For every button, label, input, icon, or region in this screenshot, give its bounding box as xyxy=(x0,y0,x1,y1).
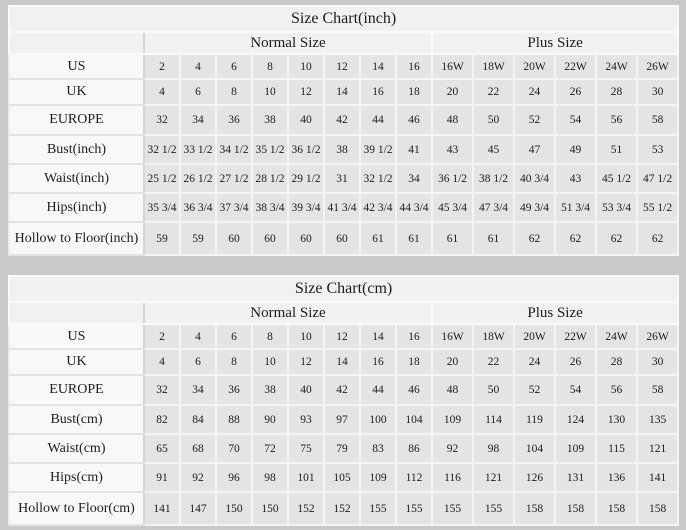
table-row xyxy=(9,79,678,105)
size-value-cell: 14 xyxy=(324,79,360,105)
size-value-cell: 16 xyxy=(396,54,432,79)
table-row xyxy=(9,105,678,135)
size-value-cell: 112 xyxy=(396,463,432,492)
size-value-cell: 100 xyxy=(360,405,396,434)
size-value-cell: 36 1/2 xyxy=(432,164,473,193)
row-label: Waist(inch) xyxy=(9,164,144,193)
row-label: Hollow to Floor(inch) xyxy=(9,222,144,255)
size-value-cell: 121 xyxy=(473,463,514,492)
row-label: EUROPE xyxy=(9,105,144,135)
size-value-cell: 51 3/4 xyxy=(555,193,596,222)
size-value-cell: 105 xyxy=(324,463,360,492)
size-value-cell: 22W xyxy=(555,324,596,349)
size-value-cell: 49 xyxy=(555,135,596,164)
size-value-cell: 16 xyxy=(396,324,432,349)
size-value-cell: 86 xyxy=(396,434,432,463)
size-value-cell: 2 xyxy=(144,54,180,79)
size-value-cell: 30 xyxy=(637,79,678,105)
size-value-cell: 14 xyxy=(324,349,360,375)
size-value-cell: 29 1/2 xyxy=(288,164,324,193)
size-value-cell: 56 xyxy=(596,375,637,405)
size-value-cell: 141 xyxy=(144,492,180,525)
size-value-cell: 8 xyxy=(252,54,288,79)
size-value-cell: 34 1/2 xyxy=(216,135,252,164)
row-label: Hips(cm) xyxy=(9,463,144,492)
size-value-cell: 42 xyxy=(324,105,360,135)
size-value-cell: 60 xyxy=(216,222,252,255)
size-value-cell: 38 xyxy=(324,135,360,164)
size-value-cell: 59 xyxy=(144,222,180,255)
size-value-cell: 32 1/2 xyxy=(144,135,180,164)
size-value-cell: 16W xyxy=(432,324,473,349)
size-value-cell: 68 xyxy=(180,434,216,463)
size-value-cell: 53 xyxy=(637,135,678,164)
size-value-cell: 101 xyxy=(288,463,324,492)
size-value-cell: 4 xyxy=(180,54,216,79)
size-value-cell: 91 xyxy=(144,463,180,492)
size-value-cell: 26W xyxy=(637,54,678,79)
table-row xyxy=(9,222,678,255)
table-row xyxy=(9,375,678,405)
size-value-cell: 8 xyxy=(252,324,288,349)
size-value-cell: 152 xyxy=(288,492,324,525)
size-value-cell: 126 xyxy=(514,463,555,492)
size-value-cell: 47 3/4 xyxy=(473,193,514,222)
table-row xyxy=(9,54,678,79)
size-value-cell: 54 xyxy=(555,105,596,135)
row-label: Bust(cm) xyxy=(9,405,144,434)
plus-size-header: Plus Size xyxy=(432,302,678,324)
size-value-cell: 83 xyxy=(360,434,396,463)
size-value-cell: 32 xyxy=(144,375,180,405)
size-value-cell: 43 xyxy=(432,135,473,164)
size-value-cell: 109 xyxy=(432,405,473,434)
size-value-cell: 22 xyxy=(473,349,514,375)
size-value-cell: 42 xyxy=(324,375,360,405)
size-value-cell: 34 xyxy=(180,375,216,405)
size-value-cell: 32 xyxy=(144,105,180,135)
size-value-cell: 121 xyxy=(637,434,678,463)
size-value-cell: 84 xyxy=(180,405,216,434)
size-value-cell: 36 xyxy=(216,375,252,405)
size-value-cell: 60 xyxy=(324,222,360,255)
size-value-cell: 36 xyxy=(216,105,252,135)
size-value-cell: 93 xyxy=(288,405,324,434)
size-value-cell: 58 xyxy=(637,375,678,405)
size-value-cell: 92 xyxy=(180,463,216,492)
size-chart-cm-table xyxy=(8,275,679,526)
size-value-cell: 18 xyxy=(396,79,432,105)
row-label: US xyxy=(9,54,144,79)
size-value-cell: 20 xyxy=(432,349,473,375)
size-value-cell: 38 xyxy=(252,105,288,135)
size-value-cell: 82 xyxy=(144,405,180,434)
table-row xyxy=(9,405,678,434)
size-value-cell: 2 xyxy=(144,324,180,349)
table-row xyxy=(9,164,678,193)
size-value-cell: 38 xyxy=(252,375,288,405)
size-value-cell: 49 3/4 xyxy=(514,193,555,222)
size-value-cell: 35 1/2 xyxy=(252,135,288,164)
size-value-cell: 44 xyxy=(360,105,396,135)
size-value-cell: 54 xyxy=(555,375,596,405)
size-value-cell: 8 xyxy=(216,349,252,375)
table-title: Size Chart(cm) xyxy=(9,276,678,302)
size-value-cell: 26W xyxy=(637,324,678,349)
size-value-cell: 43 xyxy=(555,164,596,193)
size-value-cell: 24 xyxy=(514,79,555,105)
size-value-cell: 152 xyxy=(324,492,360,525)
size-value-cell: 24W xyxy=(596,54,637,79)
size-value-cell: 98 xyxy=(252,463,288,492)
size-value-cell: 61 xyxy=(432,222,473,255)
row-label: UK xyxy=(9,79,144,105)
size-value-cell: 22W xyxy=(555,54,596,79)
size-value-cell: 34 xyxy=(396,164,432,193)
size-value-cell: 35 3/4 xyxy=(144,193,180,222)
size-value-cell: 158 xyxy=(637,492,678,525)
size-value-cell: 155 xyxy=(396,492,432,525)
size-value-cell: 104 xyxy=(514,434,555,463)
size-value-cell: 12 xyxy=(288,349,324,375)
size-value-cell: 28 xyxy=(596,79,637,105)
size-value-cell: 136 xyxy=(596,463,637,492)
size-value-cell: 53 3/4 xyxy=(596,193,637,222)
size-value-cell: 41 3/4 xyxy=(324,193,360,222)
size-value-cell: 32 1/2 xyxy=(360,164,396,193)
table-row xyxy=(9,463,678,492)
size-value-cell: 38 3/4 xyxy=(252,193,288,222)
table-row xyxy=(9,349,678,375)
size-value-cell: 28 1/2 xyxy=(252,164,288,193)
size-value-cell: 20W xyxy=(514,324,555,349)
size-value-cell: 61 xyxy=(360,222,396,255)
size-value-cell: 59 xyxy=(180,222,216,255)
row-label: Hollow to Floor(cm) xyxy=(9,492,144,525)
size-value-cell: 50 xyxy=(473,105,514,135)
size-value-cell: 39 1/2 xyxy=(360,135,396,164)
row-label: UK xyxy=(9,349,144,375)
table-row xyxy=(9,324,678,349)
size-chart-inch-table xyxy=(8,5,679,256)
size-value-cell: 34 xyxy=(180,105,216,135)
size-value-cell: 155 xyxy=(473,492,514,525)
size-value-cell: 75 xyxy=(288,434,324,463)
size-value-cell: 12 xyxy=(324,54,360,79)
size-value-cell: 97 xyxy=(324,405,360,434)
size-value-cell: 62 xyxy=(514,222,555,255)
size-value-cell: 6 xyxy=(180,79,216,105)
size-value-cell: 109 xyxy=(555,434,596,463)
size-value-cell: 79 xyxy=(324,434,360,463)
size-value-cell: 116 xyxy=(432,463,473,492)
size-value-cell: 41 xyxy=(396,135,432,164)
size-value-cell: 90 xyxy=(252,405,288,434)
size-value-cell: 48 xyxy=(432,105,473,135)
size-value-cell: 40 xyxy=(288,375,324,405)
size-value-cell: 12 xyxy=(324,324,360,349)
size-value-cell: 39 3/4 xyxy=(288,193,324,222)
size-value-cell: 6 xyxy=(216,54,252,79)
row-label: Bust(inch) xyxy=(9,135,144,164)
size-value-cell: 27 1/2 xyxy=(216,164,252,193)
size-value-cell: 44 xyxy=(360,375,396,405)
size-value-cell: 37 3/4 xyxy=(216,193,252,222)
size-value-cell: 98 xyxy=(473,434,514,463)
size-value-cell: 61 xyxy=(473,222,514,255)
size-value-cell: 44 3/4 xyxy=(396,193,432,222)
header-spacer-cell xyxy=(9,302,144,324)
size-value-cell: 6 xyxy=(180,349,216,375)
table-row xyxy=(9,135,678,164)
size-value-cell: 22 xyxy=(473,79,514,105)
size-value-cell: 10 xyxy=(288,54,324,79)
size-value-cell: 47 xyxy=(514,135,555,164)
size-value-cell: 72 xyxy=(252,434,288,463)
row-label: EUROPE xyxy=(9,375,144,405)
size-value-cell: 8 xyxy=(216,79,252,105)
size-value-cell: 135 xyxy=(637,405,678,434)
size-value-cell: 158 xyxy=(514,492,555,525)
size-value-cell: 62 xyxy=(596,222,637,255)
size-value-cell: 46 xyxy=(396,375,432,405)
size-value-cell: 36 1/2 xyxy=(288,135,324,164)
size-value-cell: 109 xyxy=(360,463,396,492)
table-row xyxy=(9,492,678,525)
plus-size-header: Plus Size xyxy=(432,32,678,54)
size-value-cell: 62 xyxy=(637,222,678,255)
size-value-cell: 26 xyxy=(555,349,596,375)
size-value-cell: 141 xyxy=(637,463,678,492)
size-value-cell: 155 xyxy=(360,492,396,525)
table-title: Size Chart(inch) xyxy=(9,6,678,32)
size-value-cell: 18 xyxy=(396,349,432,375)
size-value-cell: 24W xyxy=(596,324,637,349)
size-value-cell: 16W xyxy=(432,54,473,79)
size-value-cell: 158 xyxy=(596,492,637,525)
size-value-cell: 33 1/2 xyxy=(180,135,216,164)
size-value-cell: 150 xyxy=(216,492,252,525)
size-value-cell: 60 xyxy=(252,222,288,255)
size-value-cell: 30 xyxy=(637,349,678,375)
size-value-cell: 40 3/4 xyxy=(514,164,555,193)
size-value-cell: 52 xyxy=(514,105,555,135)
size-value-cell: 45 xyxy=(473,135,514,164)
size-value-cell: 52 xyxy=(514,375,555,405)
size-value-cell: 4 xyxy=(144,349,180,375)
size-value-cell: 20W xyxy=(514,54,555,79)
size-value-cell: 96 xyxy=(216,463,252,492)
size-value-cell: 25 1/2 xyxy=(144,164,180,193)
size-value-cell: 119 xyxy=(514,405,555,434)
size-value-cell: 155 xyxy=(432,492,473,525)
size-value-cell: 124 xyxy=(555,405,596,434)
size-value-cell: 70 xyxy=(216,434,252,463)
size-value-cell: 10 xyxy=(288,324,324,349)
table-row xyxy=(9,434,678,463)
size-value-cell: 51 xyxy=(596,135,637,164)
size-value-cell: 50 xyxy=(473,375,514,405)
row-label: US xyxy=(9,324,144,349)
size-value-cell: 104 xyxy=(396,405,432,434)
size-value-cell: 131 xyxy=(555,463,596,492)
size-value-cell: 31 xyxy=(324,164,360,193)
size-value-cell: 14 xyxy=(360,324,396,349)
size-value-cell: 65 xyxy=(144,434,180,463)
size-value-cell: 115 xyxy=(596,434,637,463)
size-value-cell: 92 xyxy=(432,434,473,463)
size-value-cell: 10 xyxy=(252,79,288,105)
size-value-cell: 150 xyxy=(252,492,288,525)
row-label: Waist(cm) xyxy=(9,434,144,463)
size-value-cell: 42 3/4 xyxy=(360,193,396,222)
size-value-cell: 38 1/2 xyxy=(473,164,514,193)
size-value-cell: 6 xyxy=(216,324,252,349)
size-value-cell: 56 xyxy=(596,105,637,135)
size-value-cell: 55 1/2 xyxy=(637,193,678,222)
size-value-cell: 40 xyxy=(288,105,324,135)
size-value-cell: 62 xyxy=(555,222,596,255)
size-value-cell: 16 xyxy=(360,79,396,105)
size-value-cell: 36 3/4 xyxy=(180,193,216,222)
header-spacer-cell xyxy=(9,32,144,54)
normal-size-header: Normal Size xyxy=(144,32,432,54)
size-value-cell: 60 xyxy=(288,222,324,255)
size-value-cell: 4 xyxy=(144,79,180,105)
size-value-cell: 26 1/2 xyxy=(180,164,216,193)
row-label: Hips(inch) xyxy=(9,193,144,222)
size-value-cell: 58 xyxy=(637,105,678,135)
size-value-cell: 10 xyxy=(252,349,288,375)
size-value-cell: 24 xyxy=(514,349,555,375)
size-value-cell: 147 xyxy=(180,492,216,525)
size-value-cell: 130 xyxy=(596,405,637,434)
size-value-cell: 16 xyxy=(360,349,396,375)
size-value-cell: 45 3/4 xyxy=(432,193,473,222)
size-value-cell: 88 xyxy=(216,405,252,434)
size-value-cell: 20 xyxy=(432,79,473,105)
size-value-cell: 26 xyxy=(555,79,596,105)
size-value-cell: 46 xyxy=(396,105,432,135)
size-value-cell: 14 xyxy=(360,54,396,79)
size-value-cell: 114 xyxy=(473,405,514,434)
size-value-cell: 45 1/2 xyxy=(596,164,637,193)
size-value-cell: 4 xyxy=(180,324,216,349)
size-value-cell: 61 xyxy=(396,222,432,255)
table-row xyxy=(9,193,678,222)
size-value-cell: 48 xyxy=(432,375,473,405)
size-value-cell: 158 xyxy=(555,492,596,525)
size-value-cell: 18W xyxy=(473,54,514,79)
size-value-cell: 12 xyxy=(288,79,324,105)
size-value-cell: 18W xyxy=(473,324,514,349)
size-value-cell: 28 xyxy=(596,349,637,375)
size-value-cell: 47 1/2 xyxy=(637,164,678,193)
normal-size-header: Normal Size xyxy=(144,302,432,324)
